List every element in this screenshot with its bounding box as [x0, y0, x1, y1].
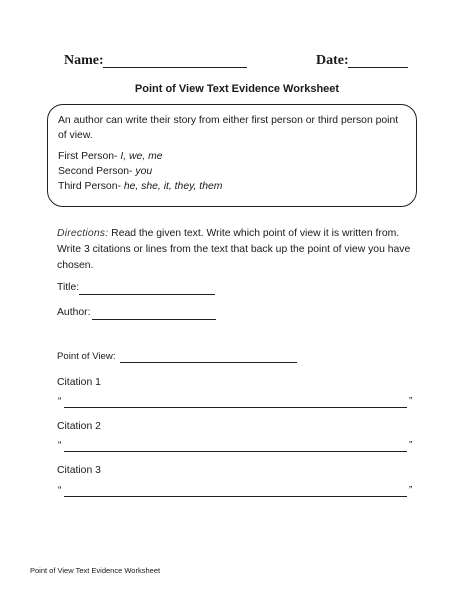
- citation-2-open-quote: “: [58, 440, 62, 451]
- pov-info-box: [47, 104, 417, 207]
- citation-1-close-quote: ”: [409, 396, 413, 407]
- worksheet-title: Point of View Text Evidence Worksheet: [134, 83, 340, 95]
- citation-1-label: Citation 1: [57, 377, 101, 388]
- pov-first-person: First Person- I, we, me: [58, 151, 163, 162]
- pov-second-person: Second Person- you: [58, 166, 153, 177]
- pov-field[interactable]: [120, 362, 297, 363]
- directions-label: Directions:: [57, 228, 109, 239]
- citation-1-field[interactable]: [64, 407, 407, 408]
- directions-text: Read the given text. Write which point of view it is written from. Write 3 citations or lines from the text that back up the point of view you have chosen.: [57, 228, 411, 271]
- title-field[interactable]: [79, 294, 215, 295]
- directions: [57, 226, 423, 274]
- citation-3-close-quote: ”: [409, 485, 413, 496]
- citation-3-field[interactable]: [64, 496, 407, 497]
- name-label: Name:: [64, 53, 104, 68]
- name-field[interactable]: [103, 67, 247, 68]
- date-label: Date:: [316, 53, 349, 68]
- date-field[interactable]: [348, 67, 408, 68]
- title-label: Title:: [57, 282, 80, 293]
- author-label: Author:: [57, 307, 91, 318]
- citation-1-open-quote: “: [58, 396, 62, 407]
- pov-label: Point of View:: [57, 351, 116, 362]
- citation-3-label: Citation 3: [57, 465, 101, 476]
- citation-2-field[interactable]: [64, 451, 407, 452]
- citation-3-open-quote: “: [58, 485, 62, 496]
- author-field[interactable]: [92, 319, 216, 320]
- citation-2-close-quote: ”: [409, 440, 413, 451]
- pov-intro: An author can write their story from either first person or third person point of view.: [58, 115, 399, 141]
- citation-2-label: Citation 2: [57, 421, 101, 432]
- footer-text: Point of View Text Evidence Worksheet: [30, 566, 161, 575]
- pov-third-person: Third Person- he, she, it, they, them: [58, 181, 223, 192]
